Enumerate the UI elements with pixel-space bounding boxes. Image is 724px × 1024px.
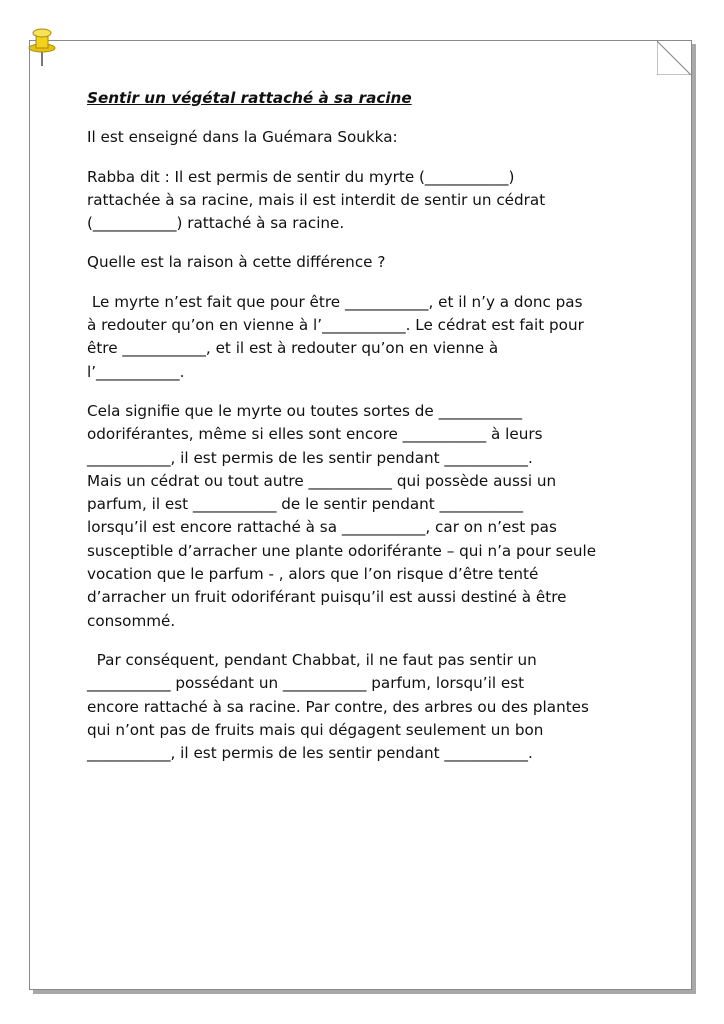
paragraph-explanation: Cela signifie que le myrte ou toutes sortes de ___________ odoriférantes, même si elles sont encore ___________ à leurs ___________, il est permis de les sentir pendant ___________. Mais un cédrat ou tout autre ___________ qui possède aussi un parfum, il est ___________ de le sentir pendant ___________ lorsqu’il est encore rattaché à sa ___________, car on n’est pas susceptible d’arracher une plante odoriférante – qui n’a pour seule vocation que le parfum - , alors que l’on risque d’être tenté d’arracher un fruit odoriférant puisqu’il est aussi destiné à être consommé.: [87, 401, 597, 630]
page-corner-fold: [657, 41, 691, 75]
pushpin-icon: [22, 24, 62, 68]
paragraph-rabba: Rabba dit : Il est permis de sentir du myrte (___________) rattachée à sa racine, mais il est interdit de sentir un cédrat (___________) rattaché à sa racine.: [87, 167, 546, 233]
paragraph-question: Quelle est la raison à cette différence ?: [87, 253, 386, 272]
paragraph-intro: Il est enseigné dans la Guémara Soukka:: [87, 128, 398, 147]
document-title: Sentir un végétal rattaché à sa racine: [87, 89, 412, 107]
paragraph-conclusion: Par conséquent, pendant Chabbat, il ne faut pas sentir un ___________ possédant un ___________ parfum, lorsqu’il est encore rattaché à sa racine. Par contre, des arbres ou des plantes qui n’ont pas de fruits mais qui dégagent seulement un bon ___________, il est permis de les sentir pendant ___________.: [87, 650, 589, 763]
document-body: [87, 87, 647, 781]
paragraph-answer: Le myrte n’est fait que pour être ___________, et il n’y a donc pas à redouter qu’on en vienne à l’___________. Le cédrat est fait pour être ___________, et il est à redouter qu’on en vienne à l’___________.: [87, 292, 584, 381]
